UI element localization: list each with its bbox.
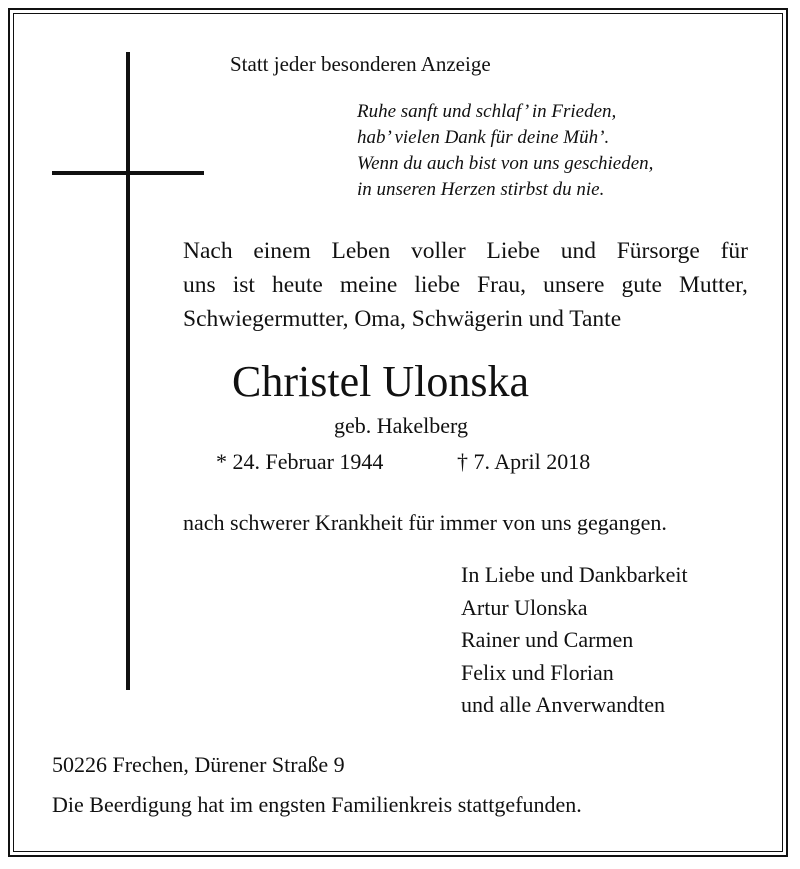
intro-word: Liebe [486, 238, 540, 264]
intro-word: unsere [543, 272, 605, 298]
birth-name: geb. Hakelberg [334, 413, 468, 438]
signature-block [461, 559, 688, 722]
intro-line [183, 268, 748, 302]
intro-word: heute [271, 272, 323, 298]
signature-line: Rainer und Carmen [461, 627, 634, 652]
intro-word: Schwiegermutter, Oma, Schwägerin und Tante [183, 306, 622, 332]
cross-bar [52, 171, 204, 175]
funeral-note: Die Beerdigung hat im engsten Familienkreis stattgefunden. [52, 792, 582, 817]
death-date: † 7. April 2018 [457, 449, 591, 474]
poem-line: Ruhe sanft und schlaf’ in Frieden, [357, 101, 617, 122]
intro-word: Leben [331, 238, 391, 264]
intro-word: meine [339, 272, 398, 298]
poem-line: hab’ vielen Dank für deine Müh’. [357, 127, 610, 148]
intro-word: Fürsorge [616, 238, 700, 264]
signature-line: In Liebe und Dankbarkeit [461, 562, 688, 587]
signature-line: Artur Ulonska [461, 594, 588, 620]
poem [357, 99, 653, 203]
passing-text: nach schwerer Krankheit für immer von uns gegangen. [183, 510, 667, 535]
poem-line: in unseren Herzen stirbst du nie. [357, 179, 605, 200]
intro-line [183, 302, 748, 336]
notice-header: Statt jeder besonderen Anzeige [230, 52, 491, 76]
address: 50226 Frechen, Dürener Straße 9 [52, 752, 345, 777]
birth-date: * 24. Februar 1944 [216, 449, 384, 474]
intro-word: Nach [183, 238, 233, 264]
signature-line: Felix und Florian [461, 659, 614, 685]
signature-line: und alle Anverwandten [461, 692, 666, 717]
cross-icon [126, 52, 130, 690]
intro-word: einem [253, 238, 311, 264]
intro-line [183, 234, 748, 268]
intro-word: ist [232, 272, 255, 298]
intro-word: und [560, 238, 596, 264]
intro-text [183, 234, 748, 336]
deceased-name: Christel Ulonska [232, 357, 529, 406]
intro-word: gute [621, 272, 662, 298]
intro-word: Mutter, [679, 272, 748, 298]
intro-word: liebe [414, 272, 461, 298]
intro-word: Frau, [477, 272, 527, 298]
intro-word: voller [410, 238, 466, 264]
poem-line: Wenn du auch bist von uns geschieden, [357, 153, 654, 174]
intro-word: uns [183, 272, 216, 298]
intro-word: für [720, 238, 748, 264]
